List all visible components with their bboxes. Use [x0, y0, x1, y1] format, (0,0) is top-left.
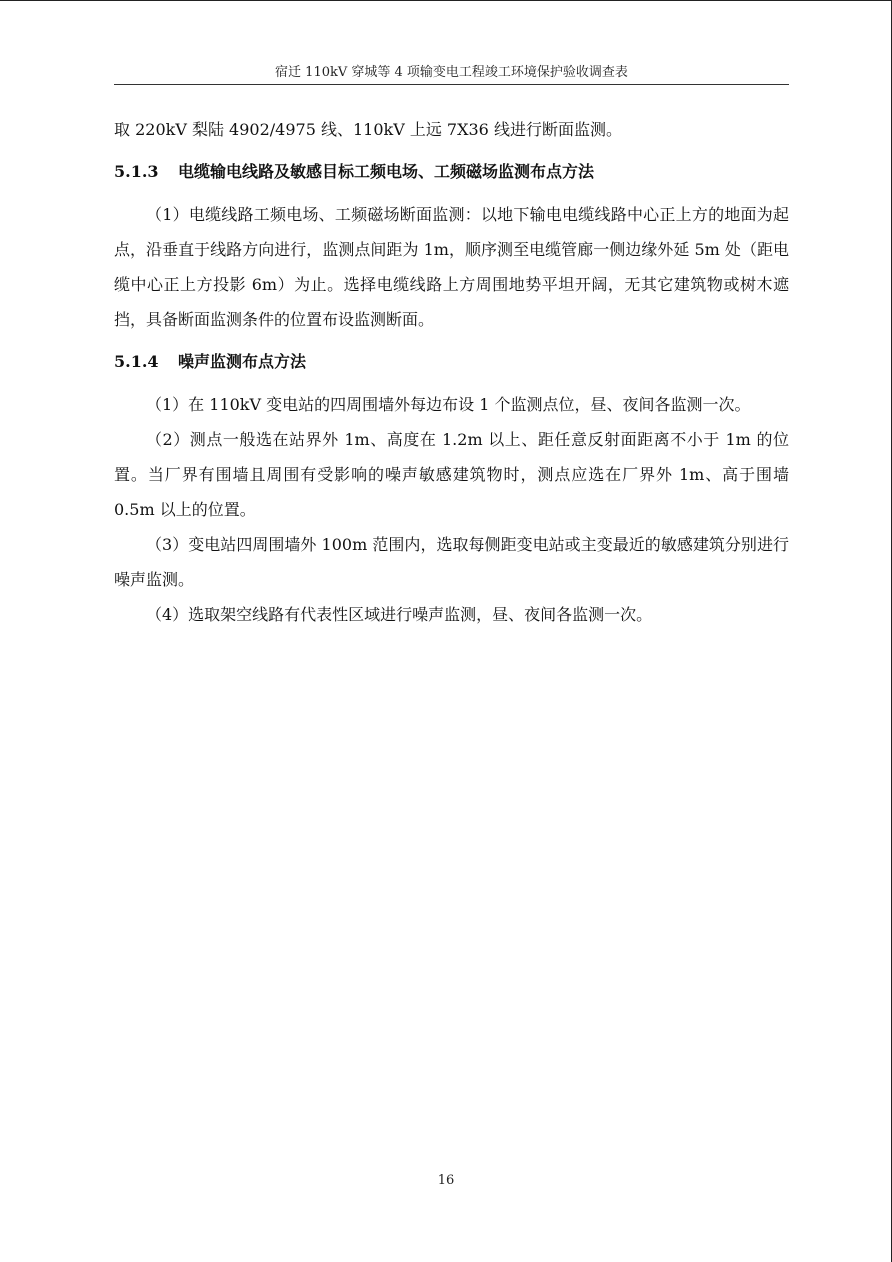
section-number: 5.1.3 [114, 162, 159, 181]
section-title: 电缆输电线路及敏感目标工频电场、工频磁场监测布点方法 [178, 162, 595, 181]
paragraph: （3）变电站四周围墙外 100m 范围内，选取每侧距变电站或主变最近的敏感建筑分别进行噪声监测。 [114, 535, 789, 589]
section-5-1-3-heading [114, 147, 789, 197]
running-header: 宿迁 110kV 穿城等 4 项输变电工程竣工环境保护验收调查表 [275, 65, 628, 80]
section-title: 噪声监测布点方法 [178, 352, 307, 371]
page-number: 16 [437, 1173, 455, 1188]
paragraph: （1）电缆线路工频电场、工频磁场断面监测：以地下输电电缆线路中心正上方的地面为起点，沿垂直于线路方向进行，监测点间距为 1m，顺序测至电缆管廊一侧边缘外延 5m 处（距电缆中心正上方投影 6m）为止。选择电缆线路上方周围地势平坦开阔，无其它建筑物或树木遮挡，具备断面监测条件的位置布设监测断面。 [114, 205, 789, 329]
paragraph: （1）在 110kV 变电站的四周围墙外每边布设 1 个监测点位，昼、夜间各监测一次。 [146, 395, 751, 414]
paragraph: （2）测点一般选在站界外 1m、高度在 1.2m 以上、距任意反射面距离不小于 1m 的位置。当厂界有围墙且周围有受影响的噪声敏感建筑物时，测点应选在厂界外 1m、高于围墙 0.5m 以上的位置。 [114, 430, 789, 519]
page-body [114, 112, 789, 632]
section-number: 5.1.4 [114, 352, 159, 371]
intro-line: 取 220kV 梨陆 4902/4975 线、110kV 上远 7X36 线进行断面监测。 [114, 120, 622, 139]
header-rule [114, 84, 789, 85]
paragraph: （4）选取架空线路有代表性区域进行噪声监测，昼、夜间各监测一次。 [146, 605, 653, 624]
section-5-1-4-heading [114, 337, 789, 387]
